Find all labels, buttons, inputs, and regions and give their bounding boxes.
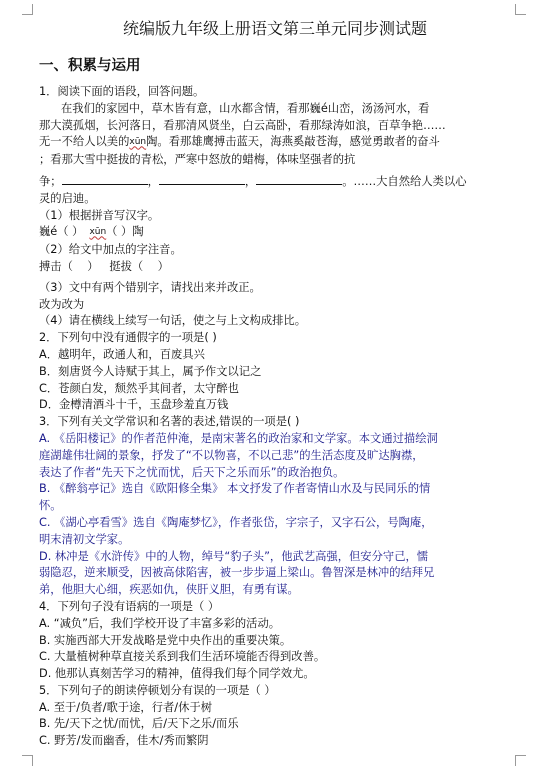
answer-line: 改为改为 <box>39 297 85 311</box>
answer-blank[interactable] <box>159 173 245 185</box>
option-b: B. 《醉翁亭记》选自《欧阳修全集》 本文抒发了作者寄情山水及与民同乐的情 <box>39 482 431 496</box>
option-b: B．刻唐贤今人诗赋于其上，属予作文以记之 <box>39 364 262 378</box>
text-span: 陶。看那雄鹰搏击蓝天，海燕奚敲苍海，感觉勇敢者的奋斗 <box>146 135 440 149</box>
question-5 <box>39 683 511 750</box>
text-span: ， <box>147 174 159 188</box>
question-stem: 4．下列句子没有语病的一项是（ ） <box>39 599 220 613</box>
option-d-continued: 弟，他胆大心细，疾恶如仇，侠肝义胆，有勇有谋。 <box>39 583 299 597</box>
document-page <box>39 16 511 750</box>
answer-blank[interactable] <box>62 173 148 185</box>
option-a: A. “减负”后，我们学校开设了丰富多彩的活动。 <box>39 616 281 630</box>
answer-line <box>39 224 511 242</box>
option-a-continued: 庭湖雄伟壮阔的景象，抒发了“不以物喜，不以己悲”的生活态度及旷达胸襟， <box>39 448 424 462</box>
option-c: C. 野芳/发而幽香，佳木/秀而繁阴 <box>39 734 209 748</box>
pinyin-annotation: xūn <box>89 227 107 238</box>
option-d: D. 他那认真刻苦学习的精神，值得我们每个同学效尤。 <box>39 667 315 681</box>
question-stem: 2．下列句中没有通假字的一项是( ) <box>39 331 217 345</box>
passage-line: 那大漠孤烟，长河落日，看那清风贤坐，白云高卧，看那绿涛如浪，百草争艳…… <box>39 118 446 132</box>
option-d: D. 林冲是《水浒传》中的人物，绰号“豹子头”，他武艺高强，但安分守己，懦 <box>39 549 429 563</box>
option-c: C. 大量植树种草直接关系到我们生活环境能否得到改善。 <box>39 650 326 664</box>
passage-line: ；看那大雪中挺拔的青松，严寒中怒放的蜡梅，体味坚强者的抗 <box>39 153 356 167</box>
option-b-continued: 怀。 <box>39 499 62 513</box>
passage-line: 在我们的家园中，草木皆有意，山水都含情，看那巍é山峦，汤汤河水，看 <box>61 101 430 115</box>
sub-question: （3）文中有两个错别字，请找出来并改正。 <box>39 280 261 294</box>
option-a: A. 《岳阳楼记》的作者范仲淹，是南宋著名的政治家和文学家。本文通过描绘洞 <box>39 431 438 445</box>
page-corner-mark <box>515 4 526 15</box>
option-a: A. 至于/负者/歌于途，行者/休于树 <box>39 700 212 714</box>
page-corner-mark <box>515 755 526 766</box>
sub-question: （2）给文中加点的字注音。 <box>39 243 182 257</box>
answer-line: 搏击（ ） 挺拔（ ） <box>39 259 169 273</box>
text-span: ， <box>244 174 257 188</box>
question-4 <box>39 599 511 683</box>
sub-question: （4）请在横线上续写一句话，使之与上文构成排比。 <box>39 314 307 328</box>
question-3 <box>39 414 511 599</box>
option-a: A．越明年，政通人和，百废具兴 <box>39 347 205 361</box>
option-a-continued: 表达了作者“先天下之忧而忧，后天下之乐而乐”的政治抱负。 <box>39 465 345 479</box>
document-title: 统编版九年级上册语文第三单元同步测试题 <box>122 19 427 38</box>
option-b: B. 先/天下之忧/而忧，后/天下之乐/而乐 <box>39 717 239 731</box>
text-span: 无一不给人以美的 <box>39 135 130 149</box>
section-heading: 一、积累与运用 <box>39 58 141 74</box>
sub-question: （1）根据拼音写汉字。 <box>39 208 160 222</box>
pinyin-annotation: xūn <box>129 137 147 148</box>
passage-line: 灵的启迪。 <box>39 191 96 205</box>
option-d: D．金樽清酒斗十千，玉盘珍羞直万钱 <box>39 398 229 412</box>
text-span: （ ）陶 <box>106 225 144 239</box>
question-stem: 3．下列有关文学常识和名著的表述,错误的一项是( ) <box>39 415 300 429</box>
text-span: 争； <box>39 174 62 188</box>
option-d-continued: 弱隐忍，逆来顺受，因被高俅陷害，被一步步逼上梁山。鲁智深是林冲的结拜兄 <box>39 566 435 580</box>
question-2 <box>39 330 511 414</box>
page-corner-mark <box>22 755 33 766</box>
option-c: C. 《湖心亭看雪》选自《陶庵梦忆》，作者张岱，字宗子，又字石公，号陶庵， <box>39 515 433 529</box>
option-c-continued: 明末清初文学家。 <box>39 532 130 546</box>
passage-line <box>39 173 511 191</box>
option-c: C．苍颜白发，颓然乎其间者，太守醉也 <box>39 381 239 395</box>
question-stem: 5．下列句子的朗读停顿划分有误的一项是（ ） <box>39 683 276 697</box>
question-stem: 1．阅读下面的语段，回答问题。 <box>39 85 205 98</box>
text-span: 。……大自然给人类以心 <box>342 174 467 188</box>
text-span: 巍é（ ） <box>39 225 84 239</box>
answer-blank[interactable] <box>256 173 342 185</box>
option-b: B. 实施西部大开发战略是党中央作出的重要决策。 <box>39 633 292 647</box>
page-corner-mark <box>22 4 33 15</box>
question-1 <box>39 84 511 330</box>
passage-line <box>39 134 511 152</box>
